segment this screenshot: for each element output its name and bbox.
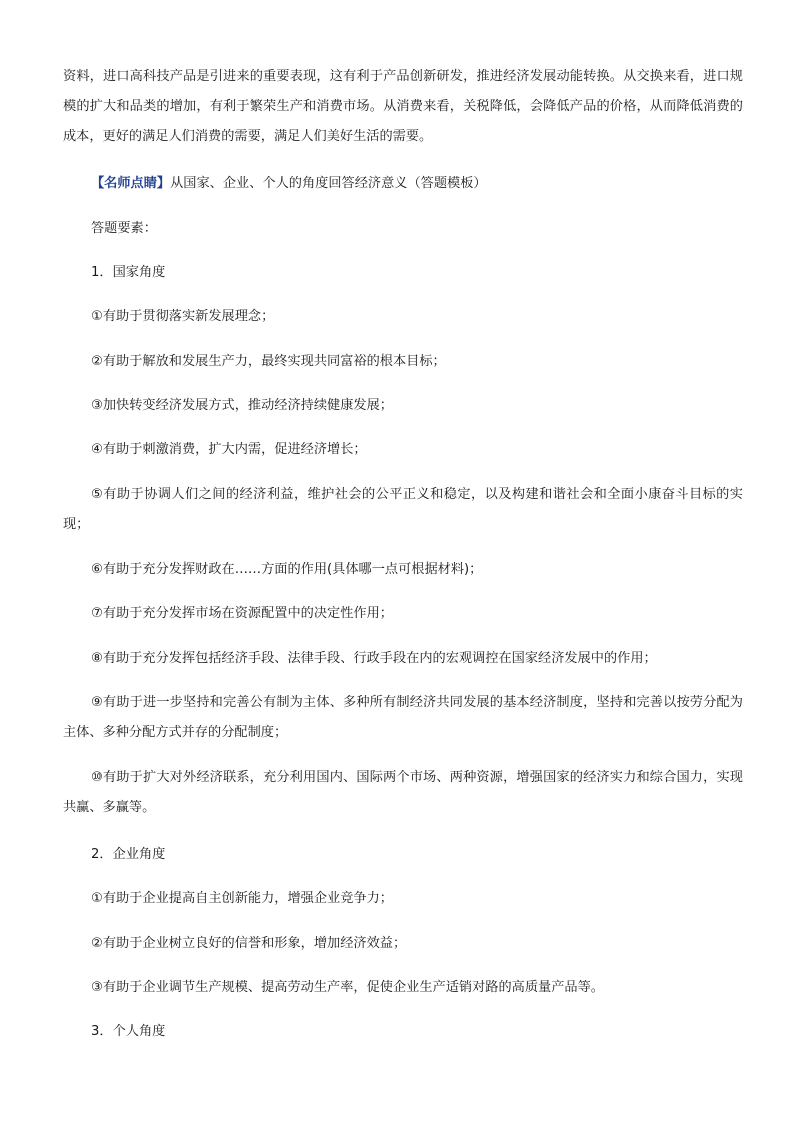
- national-item-6: ⑥有助于充分发挥财政在……方面的作用(具体哪一点可根据材料)；: [91, 562, 483, 577]
- national-item-2: ②有助于解放和发展生产力，最终实现共同富裕的根本目标；: [91, 354, 446, 369]
- tip-label: 【名师点睛】: [91, 176, 171, 191]
- national-item-8: ⑧有助于充分发挥包括经济手段、法律手段、行政手段在内的宏观调控在国家经济发展中的作用；: [91, 651, 657, 666]
- elements-heading: 答题要素：: [91, 221, 157, 236]
- national-item-7: ⑦有助于充分发挥市场在资源配置中的决定性作用；: [91, 606, 393, 621]
- national-item-10: ⑩有助于扩大对外经济联系，充分利用国内、国际两个市场、两种资源，增强国家的经济实力和综合国力，实现共赢、多赢等。: [63, 770, 743, 815]
- national-item-1: ①有助于贯彻落实新发展理念；: [91, 309, 275, 324]
- enterprise-item-3: ③有助于企业调节生产规模、提高劳动生产率，促使企业生产适销对路的高质量产品等。: [91, 980, 604, 995]
- national-item-5: ⑤有助于协调人们之间的经济利益，维护社会的公平正义和稳定，以及构建和谐社会和全面小康奋斗目标的实现；: [63, 487, 743, 532]
- national-item-4: ④有助于刺激消费，扩大内需，促进经济增长；: [91, 442, 367, 457]
- tip-paragraph: [63, 169, 743, 199]
- section-heading-individual: 3．个人角度: [91, 1024, 166, 1039]
- national-item-3: ③加快转变经济发展方式，推动经济持续健康发展；: [91, 398, 393, 413]
- section-heading-enterprise: 2．企业角度: [91, 847, 166, 862]
- intro-paragraph: 资料，进口高科技产品是引进来的重要表现，这有利于产品创新研发，推进经济发展动能转换。从交换来看，进口规模的扩大和品类的增加，有利于繁荣生产和消费市场。从消费来看，关税降低，会降低产品的价格，从而降低消费的成本，更好的满足人们消费的需要，满足人们美好生活的需要。: [63, 69, 743, 144]
- tip-text: 从国家、企业、个人的角度回答经济意义（答题模板）: [170, 176, 487, 191]
- enterprise-item-1: ①有助于企业提高自主创新能力，增强企业竞争力；: [91, 891, 393, 906]
- national-item-9: ⑨有助于进一步坚持和完善公有制为主体、多种所有制经济共同发展的基本经济制度，坚持和完善以按劳分配为主体、多种分配方式并存的分配制度；: [63, 695, 743, 740]
- enterprise-item-2: ②有助于企业树立良好的信誉和形象，增加经济效益；: [91, 936, 407, 951]
- section-heading-national: 1．国家角度: [91, 265, 166, 280]
